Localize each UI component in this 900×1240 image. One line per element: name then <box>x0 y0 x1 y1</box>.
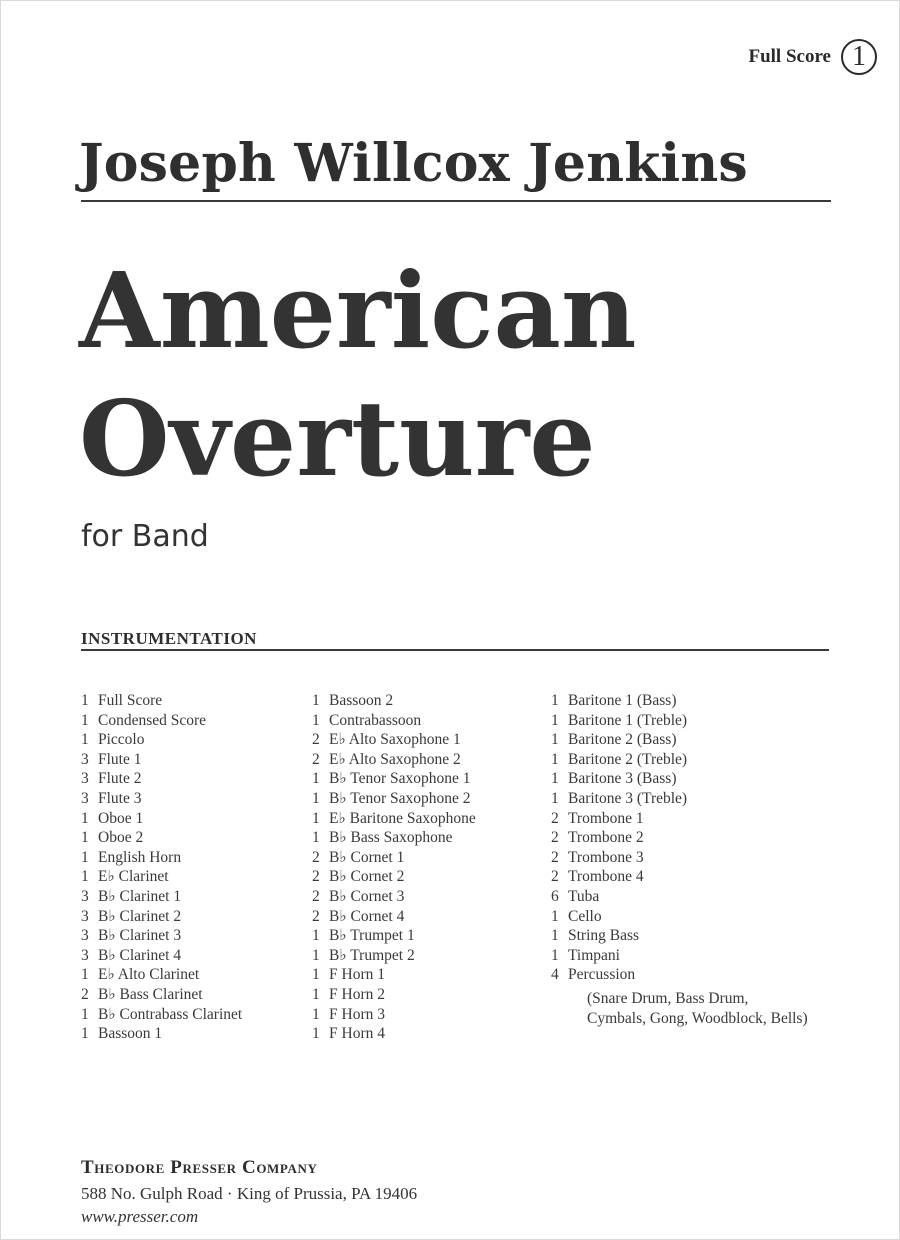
instrument-name: B♭ Bass Saxophone <box>329 829 453 847</box>
instrument-quantity: 3 <box>81 789 89 807</box>
instrument-name: B♭ Cornet 3 <box>329 887 405 905</box>
instrument-name: E♭ Alto Saxophone 2 <box>329 750 461 768</box>
subtitle: for Band <box>81 519 209 554</box>
instrument-name: B♭ Cornet 1 <box>329 848 405 866</box>
instrument-quantity: 1 <box>551 770 559 788</box>
instrument-quantity: 1 <box>551 789 559 807</box>
title-line-2: Overture <box>79 377 596 500</box>
instrument-name: Trombone 3 <box>568 848 644 866</box>
publisher-address: 588 No. Gulph Road · King of Prussia, PA 19406 <box>81 1184 418 1203</box>
instrument-name: F Horn 3 <box>329 1005 385 1023</box>
instrument-quantity: 1 <box>81 692 89 709</box>
instrument-row <box>81 789 301 809</box>
instrument-quantity: 1 <box>312 692 320 709</box>
instrument-row <box>551 867 851 887</box>
instrument-row <box>81 769 301 789</box>
instrument-quantity: 4 <box>551 966 559 984</box>
instrument-name: Percussion <box>568 966 636 984</box>
instrument-quantity: 1 <box>551 711 559 729</box>
instrumentation-column-2 <box>312 691 542 1044</box>
instrument-name: B♭ Trumpet 2 <box>329 946 415 964</box>
instrument-name: B♭ Tenor Saxophone 2 <box>329 789 471 807</box>
instrument-row <box>81 691 301 711</box>
instrument-quantity: 3 <box>81 927 89 945</box>
instrument-name: Bassoon 1 <box>98 1025 163 1043</box>
instrument-quantity: 2 <box>312 848 320 866</box>
instrument-row <box>81 828 301 848</box>
instrument-quantity: 1 <box>81 711 89 729</box>
instrument-name: E♭ Clarinet <box>98 868 169 886</box>
instrument-name: E♭ Alto Clarinet <box>98 966 200 984</box>
instrument-name: B♭ Contrabass Clarinet <box>98 1005 243 1023</box>
instrument-name: Condensed Score <box>98 711 207 729</box>
instrumentation-column-1 <box>81 691 301 1044</box>
instrument-quantity: 3 <box>81 887 89 905</box>
instrument-name: Bassoon 2 <box>329 692 394 709</box>
instrument-row <box>312 926 542 946</box>
instrument-row <box>312 769 542 789</box>
instrument-name: String Bass <box>568 927 640 945</box>
composer-divider <box>81 200 831 202</box>
instrument-quantity: 1 <box>81 1005 89 1023</box>
instrument-row <box>312 711 542 731</box>
instrument-quantity: 1 <box>551 731 559 749</box>
instrument-row <box>312 985 542 1005</box>
instrument-row <box>312 887 542 907</box>
instrument-row <box>551 750 851 770</box>
instrument-quantity: 1 <box>312 1025 320 1043</box>
instrument-name: Trombone 1 <box>568 809 644 827</box>
instrument-quantity: 2 <box>551 829 559 847</box>
instrument-name: Oboe 2 <box>98 829 144 847</box>
instrument-row <box>551 946 851 966</box>
instrument-name: Baritone 1 (Bass) <box>568 692 677 709</box>
instrument-quantity: 1 <box>312 809 320 827</box>
instrument-row <box>551 965 851 985</box>
instrument-name: E♭ Baritone Saxophone <box>329 809 476 827</box>
instrument-name: Full Score <box>98 692 163 709</box>
instrument-quantity: 2 <box>312 887 320 905</box>
instrument-quantity: 2 <box>312 868 320 886</box>
instrument-row <box>551 691 851 711</box>
instrument-name: Flute 2 <box>98 770 142 788</box>
instrument-row <box>312 691 542 711</box>
instrument-name: Baritone 1 (Treble) <box>568 711 688 729</box>
instrument-row <box>312 965 542 985</box>
instrument-name: Trombone 2 <box>568 829 644 847</box>
instrument-quantity: 1 <box>312 966 320 984</box>
instrument-quantity: 1 <box>312 946 320 964</box>
instrument-name: Trombone 4 <box>568 868 644 886</box>
instrument-quantity: 1 <box>81 809 89 827</box>
instrument-quantity: 3 <box>81 770 89 788</box>
instrument-row <box>551 769 851 789</box>
instrument-quantity: 3 <box>81 907 89 925</box>
instrument-row <box>551 809 851 829</box>
instrument-quantity: 1 <box>312 789 320 807</box>
instrument-name: B♭ Tenor Saxophone 1 <box>329 770 471 788</box>
instrument-row <box>81 809 301 829</box>
instrumentation-divider <box>81 649 829 651</box>
instrument-name: B♭ Cornet 2 <box>329 868 405 886</box>
instrument-row <box>81 867 301 887</box>
instrument-name: Piccolo <box>98 731 145 749</box>
instrument-row <box>81 1005 301 1025</box>
instrument-quantity: 2 <box>551 848 559 866</box>
instrument-name: E♭ Alto Saxophone 1 <box>329 731 461 749</box>
instrument-quantity: 1 <box>81 1025 89 1043</box>
percussion-detail-line-2: Cymbals, Gong, Woodblock, Bells) <box>587 1009 808 1027</box>
instrument-name: Flute 3 <box>98 789 142 807</box>
instrument-row <box>81 985 301 1005</box>
instrument-quantity: 3 <box>81 946 89 964</box>
instrument-quantity: 2 <box>312 731 320 749</box>
instrument-row <box>312 730 542 750</box>
instrument-quantity: 1 <box>81 966 89 984</box>
instrument-row <box>81 926 301 946</box>
instrument-quantity: 1 <box>312 770 320 788</box>
instrument-row <box>551 828 851 848</box>
instrument-name: Baritone 3 (Treble) <box>568 789 688 807</box>
instrument-name: Tuba <box>568 887 600 905</box>
instrument-quantity: 1 <box>551 692 559 709</box>
instrument-quantity: 1 <box>81 848 89 866</box>
composer-name: Joseph Willcox Jenkins <box>79 133 748 194</box>
instrument-row <box>81 750 301 770</box>
instrument-name: B♭ Clarinet 3 <box>98 927 182 945</box>
instrument-name: Baritone 3 (Bass) <box>568 770 677 788</box>
instrument-name: F Horn 1 <box>329 966 385 984</box>
instrument-row <box>551 730 851 750</box>
instrument-row <box>312 848 542 868</box>
instrument-quantity: 2 <box>81 985 89 1003</box>
instrument-quantity: 2 <box>551 868 559 886</box>
instrument-quantity: 1 <box>551 946 559 964</box>
instrument-row <box>312 789 542 809</box>
instrument-name: B♭ Bass Clarinet <box>98 985 203 1003</box>
instrument-row <box>551 887 851 907</box>
score-badge <box>748 39 877 75</box>
instrument-quantity: 1 <box>312 1005 320 1023</box>
instrument-quantity: 1 <box>551 907 559 925</box>
instrument-row <box>312 809 542 829</box>
instrument-name: Baritone 2 (Bass) <box>568 731 677 749</box>
instrument-quantity: 1 <box>312 829 320 847</box>
instrument-row <box>81 907 301 927</box>
instrument-name: F Horn 2 <box>329 985 385 1003</box>
score-number-circle: 1 <box>841 39 877 75</box>
instrument-row <box>81 848 301 868</box>
instrument-row <box>312 946 542 966</box>
instrument-row <box>551 907 851 927</box>
publisher-website[interactable]: www.presser.com <box>81 1207 199 1226</box>
instrument-quantity: 2 <box>312 907 320 925</box>
title-line-1: American <box>79 249 637 372</box>
instrument-quantity: 1 <box>312 985 320 1003</box>
instrument-name: F Horn 4 <box>329 1025 385 1043</box>
instrument-name: Oboe 1 <box>98 809 144 827</box>
instrument-name: Contrabassoon <box>329 711 422 729</box>
instrument-quantity: 1 <box>312 711 320 729</box>
instrument-quantity: 3 <box>81 750 89 768</box>
instrument-name: Flute 1 <box>98 750 142 768</box>
instrument-quantity: 1 <box>312 927 320 945</box>
instrument-row <box>81 887 301 907</box>
instrument-row <box>551 789 851 809</box>
instrument-row <box>312 828 542 848</box>
publisher-name: Theodore Presser Company <box>81 1157 318 1178</box>
instrument-row <box>312 750 542 770</box>
instrument-row <box>312 907 542 927</box>
score-type-label: Full Score <box>748 46 831 67</box>
instrument-row <box>81 965 301 985</box>
instrument-quantity: 1 <box>551 927 559 945</box>
percussion-detail <box>587 989 808 1028</box>
instrument-row <box>312 867 542 887</box>
instrument-quantity: 1 <box>81 829 89 847</box>
instrument-row <box>81 730 301 750</box>
instrument-name: B♭ Clarinet 1 <box>98 887 182 905</box>
instrument-row <box>81 1024 301 1044</box>
instrument-row <box>81 946 301 966</box>
instrument-name: B♭ Clarinet 4 <box>98 946 182 964</box>
instrument-quantity: 2 <box>551 809 559 827</box>
instrument-quantity: 1 <box>551 750 559 768</box>
instrument-name: B♭ Trumpet 1 <box>329 927 415 945</box>
instrument-quantity: 1 <box>81 731 89 749</box>
instrument-row <box>81 711 301 731</box>
instrument-name: English Horn <box>98 848 182 866</box>
instrument-row <box>551 926 851 946</box>
instrument-quantity: 2 <box>312 750 320 768</box>
instrument-name: Baritone 2 (Treble) <box>568 750 688 768</box>
instrument-row <box>312 1005 542 1025</box>
instrument-row <box>312 1024 542 1044</box>
instrument-name: Timpani <box>568 946 620 964</box>
instrument-row <box>551 848 851 868</box>
instrument-row <box>551 711 851 731</box>
instrument-quantity: 6 <box>551 887 559 905</box>
instrumentation-column-3 <box>551 691 851 985</box>
instrument-name: B♭ Clarinet 2 <box>98 907 182 925</box>
instrument-name: B♭ Cornet 4 <box>329 907 405 925</box>
instrument-quantity: 1 <box>81 868 89 886</box>
percussion-detail-line-1: (Snare Drum, Bass Drum, <box>587 990 749 1007</box>
instrumentation-heading: INSTRUMENTATION <box>81 629 257 648</box>
instrument-name: Cello <box>568 907 602 925</box>
